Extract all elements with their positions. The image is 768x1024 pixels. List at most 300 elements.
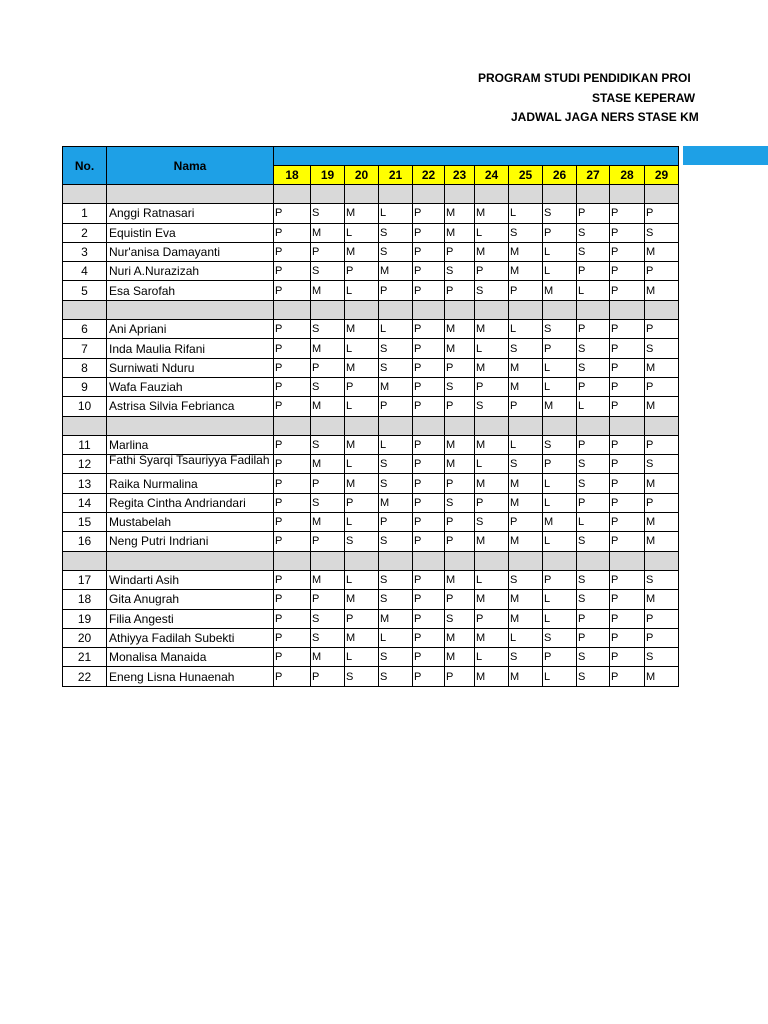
shift-cell[interactable]: S	[379, 358, 413, 377]
shift-cell[interactable]: P	[413, 493, 445, 512]
shift-cell[interactable]: M	[475, 667, 509, 686]
shift-cell[interactable]: L	[543, 377, 577, 396]
shift-cell[interactable]: M	[311, 513, 345, 532]
shift-cell[interactable]: P	[413, 281, 445, 300]
shift-cell[interactable]: M	[475, 358, 509, 377]
shift-cell[interactable]: M	[509, 474, 543, 493]
shift-cell[interactable]: M	[311, 648, 345, 667]
shift-cell[interactable]: M	[345, 628, 379, 647]
shift-cell[interactable]: S	[475, 513, 509, 532]
shift-cell[interactable]: M	[509, 358, 543, 377]
shift-cell[interactable]: P	[610, 590, 645, 609]
shift-cell[interactable]: M	[345, 474, 379, 493]
shift-cell[interactable]: S	[509, 570, 543, 589]
shift-cell[interactable]: M	[475, 204, 509, 223]
shift-cell[interactable]: M	[645, 474, 679, 493]
shift-cell[interactable]: P	[445, 242, 475, 261]
shift-cell[interactable]: S	[379, 532, 413, 551]
shift-cell[interactable]: S	[475, 397, 509, 416]
shift-cell[interactable]: S	[509, 223, 543, 242]
shift-cell[interactable]: S	[311, 377, 345, 396]
shift-cell[interactable]: P	[610, 223, 645, 242]
shift-cell[interactable]: P	[413, 397, 445, 416]
shift-cell[interactable]: P	[610, 242, 645, 261]
shift-cell[interactable]: M	[509, 667, 543, 686]
shift-cell[interactable]: P	[413, 590, 445, 609]
shift-cell[interactable]: P	[610, 377, 645, 396]
shift-cell[interactable]: S	[645, 339, 679, 358]
shift-cell[interactable]: S	[475, 281, 509, 300]
shift-cell[interactable]: P	[543, 455, 577, 474]
name-cell[interactable]: Fathi Syarqi Tsauriyya Fadilah	[107, 455, 274, 474]
shift-cell[interactable]: P	[413, 609, 445, 628]
shift-cell[interactable]: P	[509, 397, 543, 416]
shift-cell[interactable]: M	[311, 223, 345, 242]
shift-cell[interactable]: L	[379, 320, 413, 339]
shift-cell[interactable]: P	[274, 242, 311, 261]
shift-cell[interactable]: L	[345, 223, 379, 242]
shift-cell[interactable]: P	[610, 262, 645, 281]
shift-cell[interactable]: L	[509, 435, 543, 454]
shift-cell[interactable]: P	[577, 320, 610, 339]
shift-cell[interactable]: S	[445, 377, 475, 396]
shift-cell[interactable]: M	[445, 570, 475, 589]
shift-cell[interactable]: M	[311, 397, 345, 416]
shift-cell[interactable]: P	[645, 609, 679, 628]
shift-cell[interactable]: P	[645, 628, 679, 647]
shift-cell[interactable]: P	[274, 493, 311, 512]
shift-cell[interactable]: P	[274, 455, 311, 474]
shift-cell[interactable]: P	[274, 281, 311, 300]
shift-cell[interactable]: P	[274, 223, 311, 242]
name-cell[interactable]: Surniwati Nduru	[107, 358, 274, 377]
row-number-cell[interactable]: 13	[63, 474, 107, 493]
shift-cell[interactable]: M	[379, 262, 413, 281]
shift-cell[interactable]: P	[610, 455, 645, 474]
name-cell[interactable]: Nur'anisa Damayanti	[107, 242, 274, 261]
shift-cell[interactable]: P	[345, 609, 379, 628]
day-header-cell[interactable]: 22	[413, 166, 445, 185]
shift-cell[interactable]: P	[413, 358, 445, 377]
shift-cell[interactable]: P	[645, 320, 679, 339]
shift-cell[interactable]: M	[311, 455, 345, 474]
shift-cell[interactable]: L	[345, 339, 379, 358]
shift-cell[interactable]: M	[543, 397, 577, 416]
shift-cell[interactable]: M	[445, 648, 475, 667]
day-header-cell[interactable]: 25	[509, 166, 543, 185]
shift-cell[interactable]: P	[577, 493, 610, 512]
row-number-cell[interactable]: 20	[63, 628, 107, 647]
shift-cell[interactable]: M	[445, 223, 475, 242]
shift-cell[interactable]: M	[645, 397, 679, 416]
shift-cell[interactable]: M	[509, 242, 543, 261]
name-cell[interactable]: Gita Anugrah	[107, 590, 274, 609]
day-header-cell[interactable]: 24	[475, 166, 509, 185]
shift-cell[interactable]: M	[345, 435, 379, 454]
column-header-no[interactable]: No.	[63, 147, 107, 185]
shift-cell[interactable]: L	[475, 648, 509, 667]
shift-cell[interactable]: S	[543, 204, 577, 223]
row-number-cell[interactable]: 12	[63, 455, 107, 474]
shift-cell[interactable]: P	[379, 397, 413, 416]
name-cell[interactable]: Inda Maulia Rifani	[107, 339, 274, 358]
shift-cell[interactable]: M	[475, 532, 509, 551]
day-header-cell[interactable]: 28	[610, 166, 645, 185]
shift-cell[interactable]: P	[610, 570, 645, 589]
shift-cell[interactable]: P	[311, 358, 345, 377]
shift-cell[interactable]: P	[610, 435, 645, 454]
shift-cell[interactable]: L	[475, 339, 509, 358]
name-cell[interactable]: Athiyya Fadilah Subekti	[107, 628, 274, 647]
shift-cell[interactable]: S	[345, 667, 379, 686]
shift-cell[interactable]: M	[509, 377, 543, 396]
shift-cell[interactable]: M	[509, 590, 543, 609]
shift-cell[interactable]: P	[413, 628, 445, 647]
shift-cell[interactable]: P	[379, 513, 413, 532]
shift-cell[interactable]: S	[379, 455, 413, 474]
shift-cell[interactable]: S	[311, 320, 345, 339]
shift-cell[interactable]: P	[274, 320, 311, 339]
shift-cell[interactable]: S	[645, 570, 679, 589]
shift-cell[interactable]: M	[475, 320, 509, 339]
shift-cell[interactable]: M	[475, 474, 509, 493]
shift-cell[interactable]: P	[509, 513, 543, 532]
shift-cell[interactable]: S	[445, 493, 475, 512]
shift-cell[interactable]: S	[543, 628, 577, 647]
shift-cell[interactable]: P	[645, 493, 679, 512]
shift-cell[interactable]: M	[543, 281, 577, 300]
shift-cell[interactable]: L	[345, 281, 379, 300]
name-cell[interactable]: Eneng Lisna Hunaenah	[107, 667, 274, 686]
shift-cell[interactable]: P	[445, 532, 475, 551]
day-header-cell[interactable]: 23	[445, 166, 475, 185]
day-header-cell[interactable]: 20	[345, 166, 379, 185]
shift-cell[interactable]: S	[311, 204, 345, 223]
shift-cell[interactable]: S	[509, 455, 543, 474]
shift-cell[interactable]: S	[379, 648, 413, 667]
shift-cell[interactable]: L	[543, 532, 577, 551]
row-number-cell[interactable]: 17	[63, 570, 107, 589]
shift-cell[interactable]: P	[509, 281, 543, 300]
shift-cell[interactable]: P	[577, 609, 610, 628]
shift-cell[interactable]: P	[274, 667, 311, 686]
shift-cell[interactable]: M	[645, 281, 679, 300]
shift-cell[interactable]: M	[311, 339, 345, 358]
shift-cell[interactable]: M	[475, 628, 509, 647]
shift-cell[interactable]: P	[413, 242, 445, 261]
shift-cell[interactable]: M	[509, 262, 543, 281]
shift-cell[interactable]: P	[274, 397, 311, 416]
shift-cell[interactable]: P	[274, 590, 311, 609]
shift-cell[interactable]: S	[311, 609, 345, 628]
shift-cell[interactable]: S	[577, 667, 610, 686]
shift-cell[interactable]: P	[645, 262, 679, 281]
column-header-nama[interactable]: Nama	[107, 147, 274, 185]
shift-cell[interactable]: P	[610, 628, 645, 647]
shift-cell[interactable]: L	[379, 204, 413, 223]
shift-cell[interactable]: P	[274, 513, 311, 532]
shift-cell[interactable]: P	[379, 281, 413, 300]
shift-cell[interactable]: P	[274, 648, 311, 667]
shift-cell[interactable]: L	[543, 474, 577, 493]
shift-cell[interactable]: M	[445, 628, 475, 647]
shift-cell[interactable]: P	[645, 204, 679, 223]
shift-cell[interactable]: S	[311, 262, 345, 281]
shift-cell[interactable]: P	[274, 339, 311, 358]
row-number-cell[interactable]: 6	[63, 320, 107, 339]
shift-cell[interactable]: S	[577, 455, 610, 474]
shift-cell[interactable]: M	[509, 493, 543, 512]
shift-cell[interactable]: P	[311, 242, 345, 261]
row-number-cell[interactable]: 22	[63, 667, 107, 686]
shift-cell[interactable]: P	[413, 339, 445, 358]
shift-cell[interactable]: M	[445, 435, 475, 454]
row-number-cell[interactable]: 9	[63, 377, 107, 396]
shift-cell[interactable]: M	[345, 320, 379, 339]
row-number-cell[interactable]: 19	[63, 609, 107, 628]
shift-cell[interactable]: P	[311, 590, 345, 609]
day-header-cell[interactable]: 21	[379, 166, 413, 185]
shift-cell[interactable]: L	[509, 628, 543, 647]
shift-cell[interactable]: S	[645, 648, 679, 667]
shift-cell[interactable]: M	[379, 493, 413, 512]
shift-cell[interactable]: L	[475, 570, 509, 589]
shift-cell[interactable]: S	[577, 339, 610, 358]
row-number-cell[interactable]: 7	[63, 339, 107, 358]
name-cell[interactable]: Nuri A.Nurazizah	[107, 262, 274, 281]
shift-cell[interactable]: P	[274, 204, 311, 223]
row-number-cell[interactable]: 15	[63, 513, 107, 532]
shift-cell[interactable]: M	[645, 667, 679, 686]
shift-cell[interactable]: L	[543, 242, 577, 261]
shift-cell[interactable]: P	[413, 455, 445, 474]
shift-cell[interactable]: P	[610, 281, 645, 300]
row-number-cell[interactable]: 11	[63, 435, 107, 454]
day-header-cell[interactable]: 18	[274, 166, 311, 185]
shift-cell[interactable]: S	[509, 648, 543, 667]
shift-cell[interactable]: P	[445, 281, 475, 300]
shift-cell[interactable]: P	[413, 648, 445, 667]
shift-cell[interactable]: P	[543, 570, 577, 589]
shift-cell[interactable]: P	[475, 493, 509, 512]
shift-cell[interactable]: M	[509, 609, 543, 628]
shift-cell[interactable]: P	[610, 532, 645, 551]
shift-cell[interactable]: L	[509, 204, 543, 223]
shift-cell[interactable]: P	[543, 339, 577, 358]
row-number-cell[interactable]: 2	[63, 223, 107, 242]
shift-cell[interactable]: S	[577, 358, 610, 377]
row-number-cell[interactable]: 8	[63, 358, 107, 377]
shift-cell[interactable]: P	[445, 474, 475, 493]
shift-cell[interactable]: M	[311, 570, 345, 589]
shift-cell[interactable]: M	[345, 204, 379, 223]
shift-cell[interactable]: L	[543, 609, 577, 628]
shift-cell[interactable]: P	[610, 204, 645, 223]
name-cell[interactable]: Equistin Eva	[107, 223, 274, 242]
shift-cell[interactable]: S	[577, 474, 610, 493]
shift-cell[interactable]: S	[379, 223, 413, 242]
shift-cell[interactable]: S	[311, 435, 345, 454]
shift-cell[interactable]: M	[445, 339, 475, 358]
shift-cell[interactable]: S	[379, 667, 413, 686]
shift-cell[interactable]: L	[543, 667, 577, 686]
shift-cell[interactable]: P	[413, 262, 445, 281]
shift-cell[interactable]: M	[311, 281, 345, 300]
shift-cell[interactable]: P	[543, 223, 577, 242]
shift-cell[interactable]: L	[475, 455, 509, 474]
shift-cell[interactable]: M	[445, 455, 475, 474]
shift-cell[interactable]: S	[577, 648, 610, 667]
shift-cell[interactable]: P	[345, 377, 379, 396]
shift-cell[interactable]: L	[543, 358, 577, 377]
shift-cell[interactable]: P	[445, 397, 475, 416]
shift-cell[interactable]: L	[345, 570, 379, 589]
shift-cell[interactable]: L	[345, 648, 379, 667]
shift-cell[interactable]: M	[509, 532, 543, 551]
shift-cell[interactable]: P	[413, 513, 445, 532]
shift-cell[interactable]: L	[577, 281, 610, 300]
name-cell[interactable]: Anggi Ratnasari	[107, 204, 274, 223]
shift-cell[interactable]: P	[311, 532, 345, 551]
shift-cell[interactable]: P	[413, 570, 445, 589]
name-cell[interactable]: Monalisa Manaida	[107, 648, 274, 667]
shift-cell[interactable]: M	[543, 513, 577, 532]
shift-cell[interactable]: M	[379, 377, 413, 396]
shift-cell[interactable]: L	[543, 590, 577, 609]
shift-cell[interactable]: L	[577, 513, 610, 532]
row-number-cell[interactable]: 4	[63, 262, 107, 281]
shift-cell[interactable]: L	[543, 262, 577, 281]
shift-cell[interactable]: P	[274, 435, 311, 454]
shift-cell[interactable]: P	[475, 609, 509, 628]
row-number-cell[interactable]: 1	[63, 204, 107, 223]
shift-cell[interactable]: P	[475, 377, 509, 396]
shift-cell[interactable]: P	[445, 667, 475, 686]
shift-cell[interactable]: S	[645, 223, 679, 242]
shift-cell[interactable]: P	[413, 320, 445, 339]
shift-cell[interactable]: P	[274, 532, 311, 551]
shift-cell[interactable]: P	[413, 435, 445, 454]
shift-cell[interactable]: P	[413, 532, 445, 551]
shift-cell[interactable]: P	[345, 493, 379, 512]
shift-cell[interactable]: P	[311, 667, 345, 686]
shift-cell[interactable]: S	[379, 339, 413, 358]
day-header-cell[interactable]: 19	[311, 166, 345, 185]
shift-cell[interactable]: P	[577, 628, 610, 647]
shift-cell[interactable]: P	[274, 474, 311, 493]
row-number-cell[interactable]: 21	[63, 648, 107, 667]
shift-cell[interactable]: P	[274, 570, 311, 589]
shift-cell[interactable]: P	[445, 590, 475, 609]
name-cell[interactable]: Mustabelah	[107, 513, 274, 532]
row-number-cell[interactable]: 16	[63, 532, 107, 551]
shift-cell[interactable]: P	[445, 513, 475, 532]
shift-cell[interactable]: P	[610, 358, 645, 377]
shift-cell[interactable]: P	[577, 435, 610, 454]
shift-cell[interactable]: S	[577, 223, 610, 242]
shift-cell[interactable]: P	[445, 358, 475, 377]
shift-cell[interactable]: P	[475, 262, 509, 281]
shift-cell[interactable]: L	[345, 455, 379, 474]
shift-cell[interactable]: P	[274, 262, 311, 281]
shift-cell[interactable]: S	[645, 455, 679, 474]
shift-cell[interactable]: S	[379, 590, 413, 609]
shift-cell[interactable]: P	[610, 339, 645, 358]
shift-cell[interactable]: S	[311, 628, 345, 647]
shift-cell[interactable]: P	[311, 474, 345, 493]
shift-cell[interactable]: P	[645, 435, 679, 454]
shift-cell[interactable]: P	[413, 667, 445, 686]
shift-cell[interactable]: L	[509, 320, 543, 339]
shift-cell[interactable]: P	[274, 358, 311, 377]
name-cell[interactable]: Filia Angesti	[107, 609, 274, 628]
shift-cell[interactable]: M	[645, 590, 679, 609]
shift-cell[interactable]: P	[413, 474, 445, 493]
shift-cell[interactable]: L	[577, 397, 610, 416]
shift-cell[interactable]: S	[543, 320, 577, 339]
shift-cell[interactable]: P	[610, 648, 645, 667]
shift-cell[interactable]: M	[345, 590, 379, 609]
name-cell[interactable]: Neng Putri Indriani	[107, 532, 274, 551]
name-cell[interactable]: Windarti Asih	[107, 570, 274, 589]
name-cell[interactable]: Wafa Fauziah	[107, 377, 274, 396]
shift-cell[interactable]: M	[445, 320, 475, 339]
row-number-cell[interactable]: 18	[63, 590, 107, 609]
shift-cell[interactable]: P	[274, 377, 311, 396]
shift-cell[interactable]: S	[311, 493, 345, 512]
shift-cell[interactable]: M	[475, 435, 509, 454]
day-header-cell[interactable]: 27	[577, 166, 610, 185]
name-cell[interactable]: Ani Apriani	[107, 320, 274, 339]
name-cell[interactable]: Astrisa Silvia Febrianca	[107, 397, 274, 416]
day-header-cell[interactable]: 26	[543, 166, 577, 185]
shift-cell[interactable]: M	[445, 204, 475, 223]
shift-cell[interactable]: M	[645, 358, 679, 377]
shift-cell[interactable]: M	[645, 532, 679, 551]
shift-cell[interactable]: P	[610, 320, 645, 339]
shift-cell[interactable]: P	[577, 262, 610, 281]
shift-cell[interactable]: P	[610, 397, 645, 416]
name-cell[interactable]: Marlina	[107, 435, 274, 454]
shift-cell[interactable]: L	[475, 223, 509, 242]
shift-cell[interactable]: P	[413, 377, 445, 396]
row-number-cell[interactable]: 10	[63, 397, 107, 416]
shift-cell[interactable]: S	[445, 262, 475, 281]
shift-cell[interactable]: P	[577, 204, 610, 223]
shift-cell[interactable]: M	[345, 358, 379, 377]
shift-cell[interactable]: P	[610, 474, 645, 493]
shift-cell[interactable]: P	[645, 377, 679, 396]
shift-cell[interactable]: M	[645, 242, 679, 261]
shift-cell[interactable]: L	[379, 628, 413, 647]
shift-cell[interactable]: P	[610, 513, 645, 532]
name-cell[interactable]: Regita Cintha Andriandari	[107, 493, 274, 512]
shift-cell[interactable]: S	[445, 609, 475, 628]
shift-cell[interactable]: P	[577, 377, 610, 396]
shift-cell[interactable]: S	[509, 339, 543, 358]
row-number-cell[interactable]: 5	[63, 281, 107, 300]
name-cell[interactable]: Esa Sarofah	[107, 281, 274, 300]
shift-cell[interactable]: S	[379, 474, 413, 493]
row-number-cell[interactable]: 14	[63, 493, 107, 512]
row-number-cell[interactable]: 3	[63, 242, 107, 261]
shift-cell[interactable]: L	[543, 493, 577, 512]
shift-cell[interactable]: S	[379, 242, 413, 261]
shift-cell[interactable]: P	[413, 204, 445, 223]
shift-cell[interactable]: P	[610, 493, 645, 512]
shift-cell[interactable]: P	[610, 667, 645, 686]
shift-cell[interactable]: P	[274, 628, 311, 647]
